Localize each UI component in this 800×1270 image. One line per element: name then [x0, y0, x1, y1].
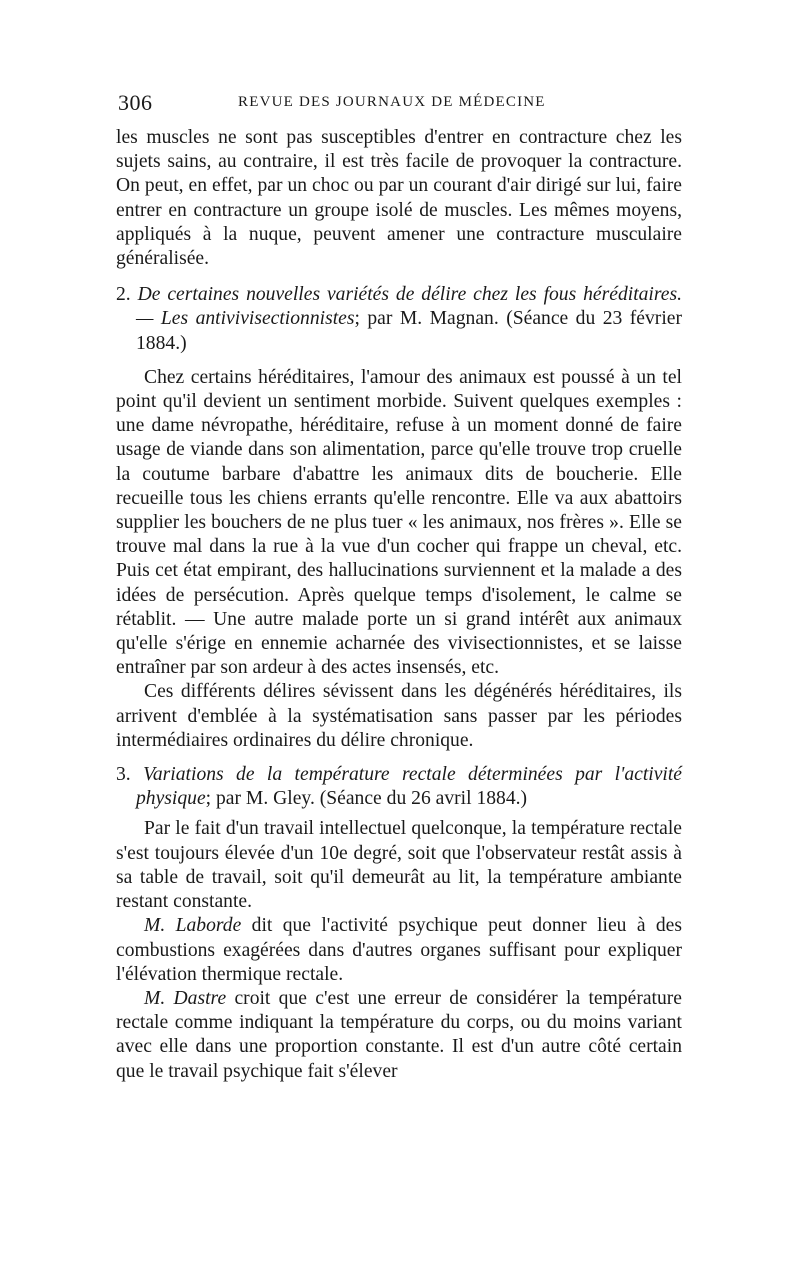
- paragraph-hereditaires: Chez certains héréditaires, l'amour des animaux est poussé à un tel point qu'il devient un sentiment morbide. Suivent quelques exemples : une dame névropathe, héréditaire, refuse à un moment donné de faire usage de viande dans son alimentation, parce qu'elle trouve trop cruelle la coutume barbare d'abattre les animaux dits de boucherie. Elle recueille tous les chiens errants qu'elle rencontre. Elle va aux abattoirs supplier les bouchers de ne plus tuer « les animaux, nos frères ». Elle se trouve mal dans la rue à la vue d'un cocher qui frappe un cheval, etc. Puis cet état empirant, des hallucinations surviennent et la malade a des idées de persécution. Après quelque temps d'isolement, le calme se rétablit. — Une autre malade porte un si grand intérêt aux animaux qu'elle s'érige en ennemie acharnée des vivisectionnistes, et se laisse entraîner par son ardeur à des actes insensés, etc.: [116, 366, 682, 679]
- section-2-source: ; par M. Magnan. (Séance du 23 février 1884.): [136, 308, 682, 354]
- section-2-heading: [116, 283, 682, 356]
- paragraph-contracture: les muscles ne sont pas susceptibles d'entrer en contracture chez les sujets sains, au contraire, il est très facile de provoquer la contracture. On peut, en effet, par un choc ou par un courant d'air dirigé sur lui, faire entrer en contracture un groupe isolé de muscles. Les mêmes moyens, appliqués à la nuque, peuvent amener une contracture musculaire généralisée.: [116, 127, 682, 270]
- paragraph-temperature: Par le fait d'un travail intellectuel quelconque, la température rectale s'est toujours élevée d'un 10e degré, soit que l'observateur restât assis à sa table de travail, soit qu'il demeurât au lit, la température ambiante restant constante.: [116, 818, 682, 913]
- page-number: 306: [118, 90, 153, 115]
- section-3-heading: [116, 763, 682, 811]
- laborde-text: dit que l'activité psychique peut donner lieu à des combustions exagérées dans d'autres organes suffisant pour expliquer l'élévation thermique rectale.: [116, 915, 682, 985]
- section-3-source: ; par M. Gley. (Séance du 26 avril 1884.): [205, 788, 528, 810]
- running-title: REVUE DES JOURNAUX DE MÉDECINE: [238, 94, 546, 110]
- dastre-text: croit que c'est une erreur de considérer la température rectale comme indiquant la température du corps, ou du moins variant avec elle dans une proportion constante. Il est d'un autre côté certain que le travail psychique fait s'élever: [116, 987, 683, 1082]
- speaker-dastre: M. Dastre: [144, 987, 227, 1009]
- page-header: [118, 90, 682, 120]
- speaker-laborde: M. Laborde: [144, 915, 242, 937]
- section-2-number: 2.: [116, 284, 131, 306]
- paragraph-delires: Ces différents délires sévissent dans les dégénérés héréditaires, ils arrivent d'emblée à la systématisation sans passer par les périodes intermédiaires ordinaires du délire chronique.: [116, 681, 682, 751]
- section-2-title: De certaines nouvelles variétés de délire chez les fous héréditaires. — Les antivivisectionnistes: [136, 284, 682, 330]
- section-3-title: Variations de la température rectale déterminées par l'activité physique: [136, 764, 682, 810]
- section-3-number: 3.: [116, 764, 131, 786]
- paragraph-dastre: [116, 987, 682, 1084]
- paragraph-laborde: [116, 914, 682, 987]
- body-text: [116, 126, 682, 1084]
